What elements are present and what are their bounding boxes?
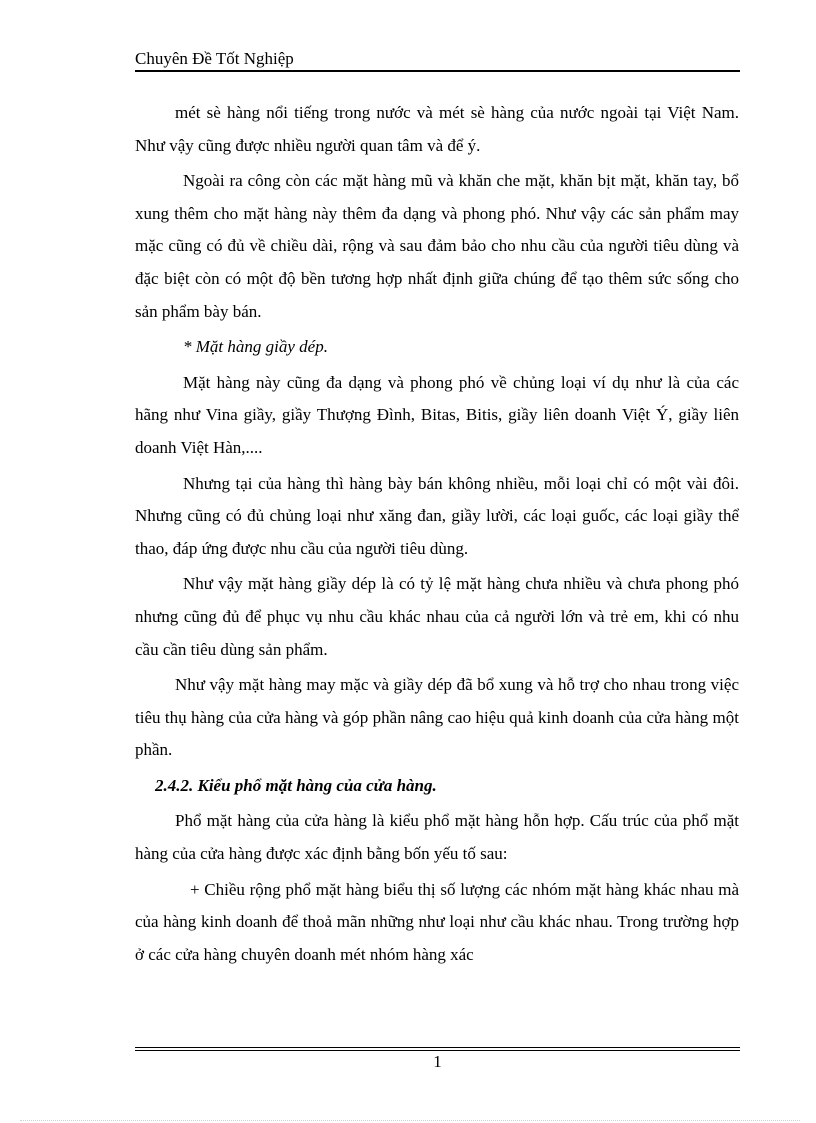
paragraph: Như vậy mặt hàng giầy dép là có tỷ lệ mặt hàng chưa nhiều và chưa phong phó nhưng cũng đủ để phục vụ nhu cầu khác nhau của cả người lớn và trẻ em, khi có nhu cầu cần tiêu dùng sản phẩm. bbox=[135, 574, 739, 659]
paragraph: Mặt hàng này cũng đa dạng và phong phó về chủng loại ví dụ như là của các hãng như Vina giầy, giầy Thượng Đình, Bitas, Bitis, giầy liên doanh Việt Ý, giầy liên doanh Việt Hàn,.... bbox=[135, 372, 739, 457]
document-body bbox=[135, 97, 739, 971]
footer-divider bbox=[135, 1050, 740, 1051]
header-divider bbox=[135, 70, 740, 72]
subheading-footwear: * Mặt hàng giầy dép. bbox=[183, 337, 328, 357]
page-edge-divider bbox=[20, 1120, 800, 1121]
footer-divider bbox=[135, 1047, 740, 1048]
page-number: 1 bbox=[433, 1052, 442, 1071]
paragraph: Phổ mặt hàng của cửa hàng là kiểu phổ mặt hàng hỗn hợp. Cấu trúc của phổ mặt hàng của cửa hàng được xác định bằng bốn yếu tố sau: bbox=[135, 811, 739, 864]
paragraph: mét sè hàng nổi tiếng trong nước và mét sè hàng của nước ngoài tại Việt Nam. Như vậy cũng được nhiều người quan tâm và để ý. bbox=[135, 103, 739, 155]
section-heading: 2.4.2. Kiểu phổ mặt hàng của cửa hàng. bbox=[155, 775, 437, 795]
paragraph: Ngoài ra công còn các mặt hàng mũ và khăn che mặt, khăn bịt mặt, khăn tay, bổ xung thêm cho mặt hàng này thêm đa dạng và phong phó. Như vậy các sản phẩm may mặc cũng có đủ về chiều dài, rộng và sau đảm bảo cho nhu cầu của người tiêu dùng và đặc biệt còn có một độ bền tương hợp nhất định giữa chúng để tạo thêm sức sống cho sản phẩm bày bán. bbox=[135, 171, 739, 321]
paragraph: Nhưng tại của hàng thì hàng bày bán không nhiều, mỗi loại chỉ có một vài đôi. Nhưng cũng có đủ chủng loại như xăng đan, giầy lười, các loại guốc, các loại giầy thể thao, đáp ứng được nhu cầu của người tiêu dùng. bbox=[135, 473, 739, 558]
page-header-title: Chuyên Đề Tốt Nghiệp bbox=[135, 49, 294, 68]
paragraph: Như vậy mặt hàng may mặc và giầy dép đã bổ xung và hỗ trợ cho nhau trong việc tiêu thụ hàng của cửa hàng và góp phần nâng cao hiệu quả kinh doanh của cửa hàng một phần. bbox=[135, 675, 739, 760]
paragraph: + Chiều rộng phổ mặt hàng biểu thị số lượng các nhóm mặt hàng khác nhau mà của hàng kinh doanh để thoả mãn những như loại như cầu khác nhau. Trong trường hợp ở các cửa hàng chuyên doanh mét nhóm hàng xác bbox=[135, 879, 739, 964]
